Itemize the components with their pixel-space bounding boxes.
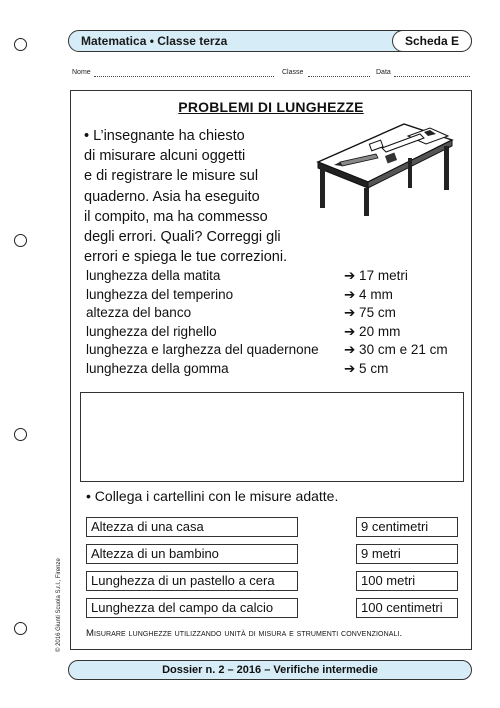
binder-hole-top — [14, 38, 27, 51]
learning-objective-note: Misurare lunghezze utilizzando unità di misura e strumenti convenzionali. — [86, 628, 403, 639]
measurement-label: lunghezza del righello — [86, 323, 217, 339]
binder-hole-bottom — [14, 622, 27, 635]
measurements-list — [86, 268, 466, 380]
measurement-label: lunghezza e larghezza del quadernone — [86, 342, 319, 358]
instruction-line: degli errori. Quali? Correggi gli — [84, 229, 281, 246]
measurement-label: lunghezza della matita — [86, 268, 221, 283]
right-card[interactable]: 100 metri — [356, 571, 458, 591]
instruction-line: il compito, ma ha commesso — [84, 208, 268, 225]
right-card[interactable]: 9 metri — [356, 544, 458, 564]
measurement-row — [86, 305, 466, 324]
binder-hole-lower — [14, 428, 27, 441]
worksheet-tab: Scheda E — [392, 30, 472, 52]
measurement-row — [86, 287, 466, 306]
instruction-line: di misurare alcuni oggetti — [84, 148, 246, 165]
instruction-line: • L’insegnante ha chiesto — [84, 128, 245, 144]
date-line[interactable] — [394, 76, 470, 77]
instruction-line: quaderno. Asia ha eseguito — [84, 188, 260, 205]
left-card[interactable]: Altezza di un bambino — [86, 544, 298, 564]
measurement-value: ➔ 30 cm e 21 cm — [344, 342, 448, 358]
subject-title: Matematica • Classe terza — [81, 34, 228, 48]
class-line[interactable] — [308, 76, 370, 77]
instruction-line: e di registrare le misure sul — [84, 168, 259, 185]
footer-bar: Dossier n. 2 – 2016 – Verifiche intermedie — [68, 660, 472, 680]
measurement-row — [86, 324, 466, 343]
student-info-row — [72, 69, 472, 79]
measurement-value: ➔ 17 metri — [344, 268, 408, 283]
measurement-value: ➔ 4 mm — [344, 286, 393, 302]
name-line[interactable] — [94, 76, 274, 77]
measurement-label: lunghezza della gomma — [86, 360, 229, 376]
class-label: Classe — [282, 69, 304, 76]
exercise-1-instructions — [84, 126, 324, 267]
measurement-row — [86, 361, 466, 380]
measurement-label: lunghezza del temperino — [86, 286, 234, 302]
right-card[interactable]: 9 centimetri — [356, 517, 458, 537]
right-card[interactable]: 100 centimetri — [356, 598, 458, 618]
exercise-2-instructions: • Collega i cartellini con le misure adatte. — [86, 488, 339, 504]
binder-hole-upper — [14, 234, 27, 247]
measurement-value: ➔ 5 cm — [344, 360, 389, 376]
school-desk-illustration — [312, 118, 458, 218]
worksheet-title: PROBLEMI DI LUNGHEZZE — [178, 99, 364, 115]
measurement-value: ➔ 75 cm — [344, 305, 396, 321]
left-card[interactable]: Lunghezza del campo da calcio — [86, 598, 298, 618]
name-label: Nome — [72, 69, 91, 76]
date-label: Data — [376, 69, 391, 76]
instruction-line: errori e spiega le tue correzioni. — [84, 249, 288, 266]
measurement-value: ➔ 20 mm — [344, 323, 401, 339]
left-card[interactable]: Altezza di una casa — [86, 517, 298, 537]
measurement-label: altezza del banco — [86, 305, 192, 321]
header-bar — [68, 30, 472, 52]
answer-writing-box[interactable] — [80, 392, 464, 482]
left-card[interactable]: Lunghezza di un pastello a cera — [86, 571, 298, 591]
measurement-row — [86, 342, 466, 361]
measurement-row — [86, 268, 466, 287]
copyright-notice: © 2016 Giunti Scuola S.r.l., Firenze — [56, 558, 62, 652]
